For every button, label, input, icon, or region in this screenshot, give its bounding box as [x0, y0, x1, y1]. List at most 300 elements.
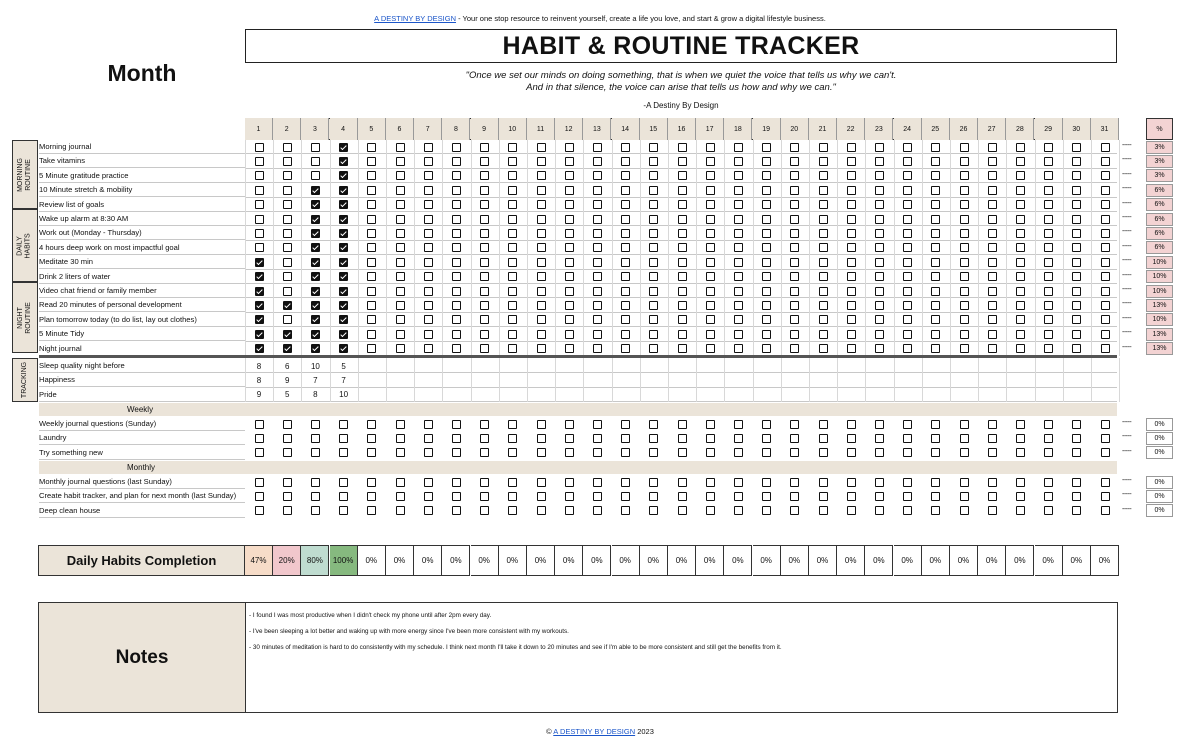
monthly-checkbox[interactable]	[988, 492, 997, 501]
weekly-checkbox[interactable]	[452, 420, 461, 429]
habit-checkbox[interactable]	[508, 215, 517, 224]
habit-checkbox[interactable]	[649, 200, 658, 209]
habit-checkbox[interactable]	[621, 200, 630, 209]
monthly-checkbox[interactable]	[988, 506, 997, 515]
habit-checkbox[interactable]	[931, 186, 940, 195]
habit-checkbox[interactable]	[875, 200, 884, 209]
weekly-checkbox[interactable]	[424, 448, 433, 457]
habit-checkbox[interactable]	[819, 344, 828, 353]
habit-checkbox[interactable]	[762, 186, 771, 195]
weekly-checkbox[interactable]	[537, 448, 546, 457]
habit-checkbox[interactable]	[790, 287, 799, 296]
habit-checkbox[interactable]	[819, 243, 828, 252]
habit-checkbox[interactable]	[960, 157, 969, 166]
habit-checkbox[interactable]	[649, 344, 658, 353]
habit-checkbox[interactable]	[593, 287, 602, 296]
weekly-checkbox[interactable]	[649, 434, 658, 443]
habit-checkbox[interactable]	[988, 344, 997, 353]
monthly-checkbox[interactable]	[508, 506, 517, 515]
habit-checkbox[interactable]	[734, 229, 743, 238]
habit-checkbox[interactable]	[593, 330, 602, 339]
habit-checkbox[interactable]	[537, 171, 546, 180]
monthly-checkbox[interactable]	[706, 506, 715, 515]
habit-checkbox[interactable]	[649, 229, 658, 238]
habit-checkbox[interactable]	[621, 215, 630, 224]
monthly-checkbox[interactable]	[480, 506, 489, 515]
habit-checkbox[interactable]	[875, 272, 884, 281]
habit-checkbox[interactable]	[1016, 315, 1025, 324]
monthly-checkbox[interactable]	[565, 478, 574, 487]
weekly-checkbox[interactable]	[678, 420, 687, 429]
habit-checkbox[interactable]	[1101, 157, 1110, 166]
habit-checkbox[interactable]	[847, 171, 856, 180]
habit-checkbox[interactable]	[367, 171, 376, 180]
habit-checkbox[interactable]	[875, 243, 884, 252]
notes-box[interactable]	[245, 602, 1118, 713]
monthly-checkbox[interactable]	[537, 492, 546, 501]
monthly-checkbox[interactable]	[819, 478, 828, 487]
habit-checkbox[interactable]	[790, 186, 799, 195]
habit-checkbox[interactable]	[875, 171, 884, 180]
habit-checkbox[interactable]	[903, 258, 912, 267]
weekly-checkbox[interactable]	[875, 420, 884, 429]
monthly-checkbox[interactable]	[875, 478, 884, 487]
monthly-checkbox[interactable]	[367, 478, 376, 487]
monthly-checkbox[interactable]	[931, 506, 940, 515]
habit-checkbox[interactable]	[649, 186, 658, 195]
habit-checkbox[interactable]	[960, 258, 969, 267]
habit-checkbox[interactable]	[903, 330, 912, 339]
habit-checkbox[interactable]	[1072, 171, 1081, 180]
habit-checkbox[interactable]	[452, 200, 461, 209]
habit-checkbox[interactable]	[1044, 171, 1053, 180]
habit-checkbox[interactable]	[903, 200, 912, 209]
monthly-checkbox[interactable]	[706, 478, 715, 487]
habit-checkbox[interactable]	[790, 243, 799, 252]
monthly-checkbox[interactable]	[649, 506, 658, 515]
habit-checkbox[interactable]	[1016, 272, 1025, 281]
habit-checkbox[interactable]	[1101, 272, 1110, 281]
habit-checkbox[interactable]	[988, 157, 997, 166]
weekly-checkbox[interactable]	[931, 448, 940, 457]
habit-checkbox[interactable]	[1101, 171, 1110, 180]
habit-checkbox[interactable]	[537, 243, 546, 252]
habit-checkbox[interactable]	[847, 229, 856, 238]
weekly-checkbox[interactable]	[1101, 434, 1110, 443]
habit-checkbox[interactable]	[931, 243, 940, 252]
habit-checkbox[interactable]	[988, 272, 997, 281]
habit-checkbox[interactable]	[593, 200, 602, 209]
monthly-checkbox[interactable]	[903, 478, 912, 487]
habit-checkbox[interactable]	[734, 243, 743, 252]
weekly-checkbox[interactable]	[565, 434, 574, 443]
habit-checkbox[interactable]	[621, 171, 630, 180]
habit-checkbox[interactable]	[903, 215, 912, 224]
habit-checkbox[interactable]	[706, 330, 715, 339]
habit-checkbox[interactable]	[565, 215, 574, 224]
habit-checkbox[interactable]	[1101, 344, 1110, 353]
habit-checkbox[interactable]	[367, 229, 376, 238]
habit-checkbox[interactable]	[565, 143, 574, 152]
habit-checkbox[interactable]	[621, 315, 630, 324]
habit-checkbox[interactable]	[1044, 258, 1053, 267]
habit-checkbox[interactable]	[706, 157, 715, 166]
habit-checkbox[interactable]	[621, 330, 630, 339]
habit-checkbox[interactable]	[367, 186, 376, 195]
monthly-checkbox[interactable]	[311, 506, 320, 515]
habit-checkbox[interactable]	[311, 143, 320, 152]
monthly-checkbox[interactable]	[678, 492, 687, 501]
weekly-checkbox[interactable]	[1044, 448, 1053, 457]
monthly-checkbox[interactable]	[903, 506, 912, 515]
habit-checkbox[interactable]	[480, 215, 489, 224]
habit-checkbox[interactable]	[762, 143, 771, 152]
habit-checkbox[interactable]	[339, 215, 348, 224]
monthly-checkbox[interactable]	[480, 492, 489, 501]
habit-checkbox[interactable]	[255, 287, 264, 296]
habit-checkbox[interactable]	[396, 301, 405, 310]
habit-checkbox[interactable]	[396, 344, 405, 353]
habit-checkbox[interactable]	[367, 301, 376, 310]
habit-checkbox[interactable]	[508, 243, 517, 252]
habit-checkbox[interactable]	[762, 171, 771, 180]
habit-checkbox[interactable]	[480, 272, 489, 281]
monthly-checkbox[interactable]	[678, 478, 687, 487]
habit-checkbox[interactable]	[283, 330, 292, 339]
monthly-checkbox[interactable]	[283, 506, 292, 515]
habit-checkbox[interactable]	[649, 272, 658, 281]
habit-checkbox[interactable]	[678, 301, 687, 310]
habit-checkbox[interactable]	[875, 344, 884, 353]
monthly-checkbox[interactable]	[1072, 506, 1081, 515]
habit-checkbox[interactable]	[565, 243, 574, 252]
habit-checkbox[interactable]	[396, 243, 405, 252]
habit-checkbox[interactable]	[339, 258, 348, 267]
habit-checkbox[interactable]	[367, 215, 376, 224]
weekly-checkbox[interactable]	[1016, 448, 1025, 457]
habit-checkbox[interactable]	[734, 171, 743, 180]
habit-checkbox[interactable]	[1016, 200, 1025, 209]
habit-checkbox[interactable]	[1101, 186, 1110, 195]
habit-checkbox[interactable]	[875, 157, 884, 166]
habit-checkbox[interactable]	[537, 315, 546, 324]
habit-checkbox[interactable]	[706, 301, 715, 310]
weekly-checkbox[interactable]	[790, 448, 799, 457]
habit-checkbox[interactable]	[988, 215, 997, 224]
monthly-checkbox[interactable]	[424, 478, 433, 487]
weekly-checkbox[interactable]	[255, 434, 264, 443]
habit-checkbox[interactable]	[1072, 272, 1081, 281]
weekly-checkbox[interactable]	[790, 434, 799, 443]
habit-checkbox[interactable]	[790, 272, 799, 281]
monthly-checkbox[interactable]	[960, 492, 969, 501]
habit-checkbox[interactable]	[621, 243, 630, 252]
habit-checkbox[interactable]	[734, 287, 743, 296]
habit-checkbox[interactable]	[875, 143, 884, 152]
habit-checkbox[interactable]	[1044, 301, 1053, 310]
habit-checkbox[interactable]	[1016, 171, 1025, 180]
habit-checkbox[interactable]	[734, 315, 743, 324]
monthly-checkbox[interactable]	[283, 492, 292, 501]
habit-checkbox[interactable]	[847, 287, 856, 296]
habit-checkbox[interactable]	[1072, 287, 1081, 296]
habit-checkbox[interactable]	[678, 344, 687, 353]
habit-checkbox[interactable]	[396, 186, 405, 195]
habit-checkbox[interactable]	[734, 330, 743, 339]
habit-checkbox[interactable]	[1016, 258, 1025, 267]
habit-checkbox[interactable]	[255, 258, 264, 267]
habit-checkbox[interactable]	[790, 258, 799, 267]
habit-checkbox[interactable]	[339, 143, 348, 152]
habit-checkbox[interactable]	[1016, 301, 1025, 310]
habit-checkbox[interactable]	[847, 315, 856, 324]
habit-checkbox[interactable]	[311, 186, 320, 195]
weekly-checkbox[interactable]	[931, 434, 940, 443]
habit-checkbox[interactable]	[283, 315, 292, 324]
habit-checkbox[interactable]	[424, 330, 433, 339]
habit-checkbox[interactable]	[988, 315, 997, 324]
habit-checkbox[interactable]	[339, 186, 348, 195]
habit-checkbox[interactable]	[593, 143, 602, 152]
habit-checkbox[interactable]	[283, 301, 292, 310]
habit-checkbox[interactable]	[593, 229, 602, 238]
habit-checkbox[interactable]	[424, 229, 433, 238]
tracking-value[interactable]: 8	[256, 375, 262, 385]
monthly-checkbox[interactable]	[537, 478, 546, 487]
habit-checkbox[interactable]	[424, 301, 433, 310]
habit-checkbox[interactable]	[847, 143, 856, 152]
monthly-checkbox[interactable]	[283, 478, 292, 487]
habit-checkbox[interactable]	[903, 186, 912, 195]
weekly-checkbox[interactable]	[706, 420, 715, 429]
habit-checkbox[interactable]	[565, 258, 574, 267]
habit-checkbox[interactable]	[790, 330, 799, 339]
habit-checkbox[interactable]	[339, 243, 348, 252]
weekly-checkbox[interactable]	[1044, 434, 1053, 443]
weekly-checkbox[interactable]	[508, 420, 517, 429]
weekly-checkbox[interactable]	[283, 434, 292, 443]
weekly-checkbox[interactable]	[847, 434, 856, 443]
monthly-checkbox[interactable]	[1044, 492, 1053, 501]
habit-checkbox[interactable]	[311, 243, 320, 252]
habit-checkbox[interactable]	[255, 215, 264, 224]
habit-checkbox[interactable]	[1072, 143, 1081, 152]
habit-checkbox[interactable]	[847, 186, 856, 195]
monthly-checkbox[interactable]	[367, 506, 376, 515]
habit-checkbox[interactable]	[960, 301, 969, 310]
monthly-checkbox[interactable]	[255, 506, 264, 515]
weekly-checkbox[interactable]	[903, 420, 912, 429]
habit-checkbox[interactable]	[960, 186, 969, 195]
habit-checkbox[interactable]	[537, 215, 546, 224]
monthly-checkbox[interactable]	[875, 506, 884, 515]
habit-checkbox[interactable]	[734, 200, 743, 209]
habit-checkbox[interactable]	[396, 200, 405, 209]
habit-checkbox[interactable]	[339, 330, 348, 339]
habit-checkbox[interactable]	[931, 330, 940, 339]
habit-checkbox[interactable]	[988, 287, 997, 296]
weekly-checkbox[interactable]	[480, 448, 489, 457]
habit-checkbox[interactable]	[678, 315, 687, 324]
habit-checkbox[interactable]	[988, 143, 997, 152]
weekly-checkbox[interactable]	[988, 434, 997, 443]
habit-checkbox[interactable]	[734, 143, 743, 152]
habit-checkbox[interactable]	[396, 229, 405, 238]
habit-checkbox[interactable]	[508, 186, 517, 195]
habit-checkbox[interactable]	[396, 215, 405, 224]
habit-checkbox[interactable]	[762, 157, 771, 166]
habit-checkbox[interactable]	[847, 272, 856, 281]
habit-checkbox[interactable]	[960, 315, 969, 324]
habit-checkbox[interactable]	[734, 344, 743, 353]
monthly-checkbox[interactable]	[790, 492, 799, 501]
tracking-value[interactable]: 5	[284, 390, 290, 400]
weekly-checkbox[interactable]	[847, 448, 856, 457]
habit-checkbox[interactable]	[1101, 258, 1110, 267]
habit-checkbox[interactable]	[367, 143, 376, 152]
habit-checkbox[interactable]	[283, 344, 292, 353]
habit-checkbox[interactable]	[819, 143, 828, 152]
weekly-checkbox[interactable]	[396, 448, 405, 457]
habit-checkbox[interactable]	[452, 344, 461, 353]
weekly-checkbox[interactable]	[424, 434, 433, 443]
monthly-checkbox[interactable]	[1101, 492, 1110, 501]
habit-checkbox[interactable]	[762, 287, 771, 296]
weekly-checkbox[interactable]	[762, 448, 771, 457]
habit-checkbox[interactable]	[480, 229, 489, 238]
habit-checkbox[interactable]	[311, 315, 320, 324]
habit-checkbox[interactable]	[339, 315, 348, 324]
habit-checkbox[interactable]	[847, 157, 856, 166]
habit-checkbox[interactable]	[367, 258, 376, 267]
monthly-checkbox[interactable]	[508, 478, 517, 487]
habit-checkbox[interactable]	[847, 200, 856, 209]
habit-checkbox[interactable]	[424, 143, 433, 152]
monthly-checkbox[interactable]	[1072, 478, 1081, 487]
habit-checkbox[interactable]	[480, 301, 489, 310]
habit-checkbox[interactable]	[649, 287, 658, 296]
monthly-checkbox[interactable]	[903, 492, 912, 501]
monthly-checkbox[interactable]	[339, 506, 348, 515]
weekly-checkbox[interactable]	[255, 420, 264, 429]
weekly-checkbox[interactable]	[311, 420, 320, 429]
habit-checkbox[interactable]	[367, 157, 376, 166]
habit-checkbox[interactable]	[1101, 143, 1110, 152]
habit-checkbox[interactable]	[847, 215, 856, 224]
weekly-checkbox[interactable]	[367, 420, 376, 429]
habit-checkbox[interactable]	[1101, 229, 1110, 238]
monthly-checkbox[interactable]	[396, 478, 405, 487]
habit-checkbox[interactable]	[255, 243, 264, 252]
habit-checkbox[interactable]	[903, 287, 912, 296]
habit-checkbox[interactable]	[875, 229, 884, 238]
habit-checkbox[interactable]	[960, 330, 969, 339]
habit-checkbox[interactable]	[255, 272, 264, 281]
habit-checkbox[interactable]	[1044, 200, 1053, 209]
monthly-checkbox[interactable]	[847, 478, 856, 487]
habit-checkbox[interactable]	[311, 229, 320, 238]
habit-checkbox[interactable]	[537, 229, 546, 238]
habit-checkbox[interactable]	[847, 330, 856, 339]
habit-checkbox[interactable]	[678, 200, 687, 209]
monthly-checkbox[interactable]	[621, 506, 630, 515]
weekly-checkbox[interactable]	[339, 420, 348, 429]
habit-checkbox[interactable]	[255, 344, 264, 353]
habit-checkbox[interactable]	[790, 200, 799, 209]
habit-checkbox[interactable]	[508, 258, 517, 267]
habit-checkbox[interactable]	[960, 272, 969, 281]
tracking-value[interactable]: 9	[256, 390, 262, 400]
habit-checkbox[interactable]	[1101, 200, 1110, 209]
monthly-checkbox[interactable]	[565, 492, 574, 501]
weekly-checkbox[interactable]	[255, 448, 264, 457]
weekly-checkbox[interactable]	[1101, 448, 1110, 457]
weekly-checkbox[interactable]	[311, 448, 320, 457]
monthly-checkbox[interactable]	[480, 478, 489, 487]
habit-checkbox[interactable]	[508, 301, 517, 310]
habit-checkbox[interactable]	[537, 287, 546, 296]
habit-checkbox[interactable]	[1101, 301, 1110, 310]
tracking-value[interactable]: 9	[284, 375, 290, 385]
monthly-checkbox[interactable]	[960, 506, 969, 515]
habit-checkbox[interactable]	[762, 330, 771, 339]
habit-checkbox[interactable]	[847, 301, 856, 310]
monthly-checkbox[interactable]	[819, 506, 828, 515]
habit-checkbox[interactable]	[593, 243, 602, 252]
habit-checkbox[interactable]	[931, 157, 940, 166]
habit-checkbox[interactable]	[988, 186, 997, 195]
habit-checkbox[interactable]	[819, 171, 828, 180]
habit-checkbox[interactable]	[649, 143, 658, 152]
monthly-checkbox[interactable]	[565, 506, 574, 515]
habit-checkbox[interactable]	[706, 229, 715, 238]
habit-checkbox[interactable]	[790, 157, 799, 166]
habit-checkbox[interactable]	[593, 258, 602, 267]
weekly-checkbox[interactable]	[960, 434, 969, 443]
habit-checkbox[interactable]	[396, 287, 405, 296]
weekly-checkbox[interactable]	[790, 420, 799, 429]
habit-checkbox[interactable]	[649, 330, 658, 339]
habit-checkbox[interactable]	[903, 229, 912, 238]
monthly-checkbox[interactable]	[396, 506, 405, 515]
tracking-value[interactable]: 6	[284, 361, 290, 371]
weekly-checkbox[interactable]	[480, 420, 489, 429]
habit-checkbox[interactable]	[424, 200, 433, 209]
habit-checkbox[interactable]	[960, 344, 969, 353]
habit-checkbox[interactable]	[424, 243, 433, 252]
habit-checkbox[interactable]	[452, 157, 461, 166]
weekly-checkbox[interactable]	[593, 434, 602, 443]
habit-checkbox[interactable]	[480, 143, 489, 152]
monthly-checkbox[interactable]	[396, 492, 405, 501]
habit-checkbox[interactable]	[452, 330, 461, 339]
habit-checkbox[interactable]	[875, 301, 884, 310]
habit-checkbox[interactable]	[649, 301, 658, 310]
habit-checkbox[interactable]	[1101, 243, 1110, 252]
habit-checkbox[interactable]	[678, 143, 687, 152]
weekly-checkbox[interactable]	[1044, 420, 1053, 429]
habit-checkbox[interactable]	[339, 287, 348, 296]
monthly-checkbox[interactable]	[311, 492, 320, 501]
habit-checkbox[interactable]	[734, 258, 743, 267]
habit-checkbox[interactable]	[875, 258, 884, 267]
monthly-checkbox[interactable]	[762, 506, 771, 515]
weekly-checkbox[interactable]	[988, 420, 997, 429]
monthly-checkbox[interactable]	[452, 506, 461, 515]
weekly-checkbox[interactable]	[508, 434, 517, 443]
habit-checkbox[interactable]	[762, 301, 771, 310]
monthly-checkbox[interactable]	[762, 478, 771, 487]
